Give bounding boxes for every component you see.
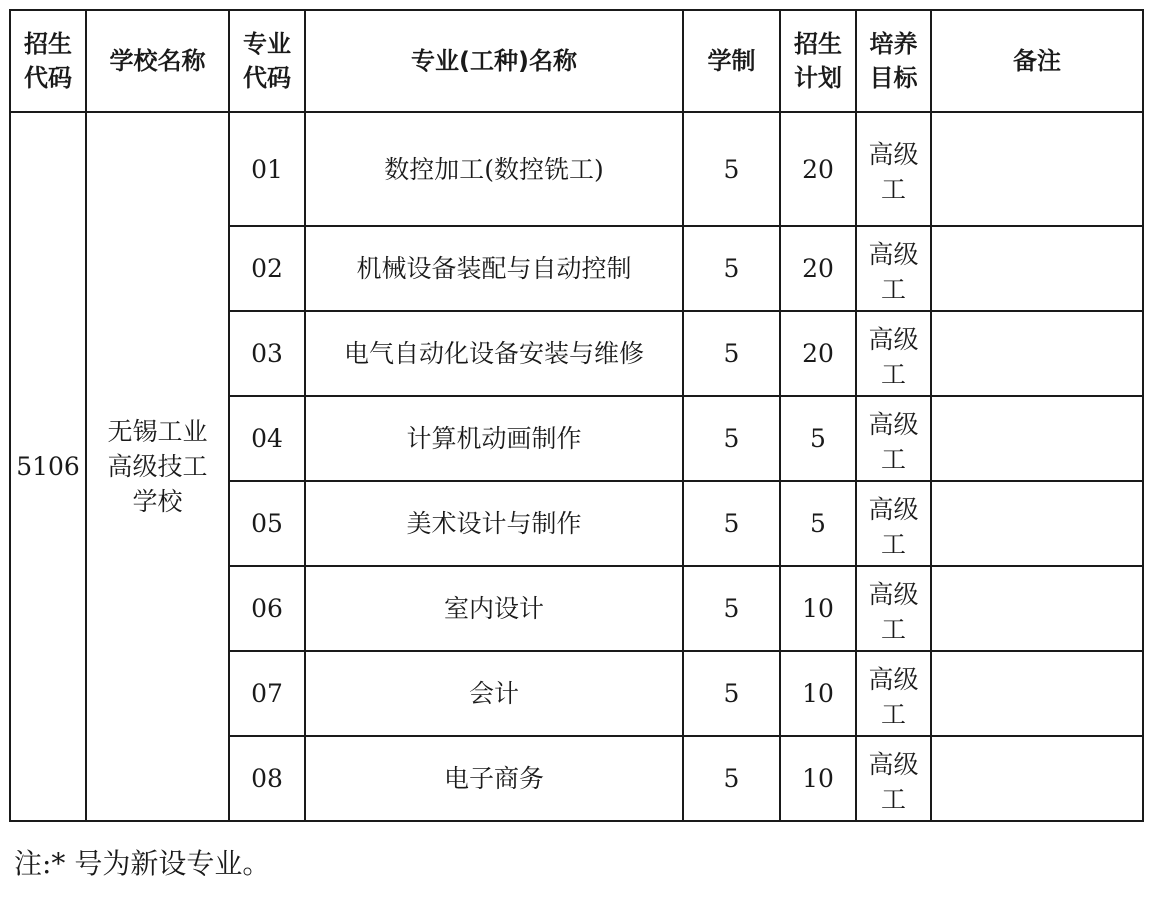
years-cell: 5 [683, 736, 780, 821]
target-cell: 高级 工 [856, 396, 931, 481]
years-cell: 5 [683, 112, 780, 226]
header-target: 培养 目标 [856, 10, 931, 112]
years-cell: 5 [683, 566, 780, 651]
major-code-cell: 01 [229, 112, 305, 226]
target-cell: 高级 工 [856, 736, 931, 821]
quota-cell: 20 [780, 112, 856, 226]
major-code-cell: 02 [229, 226, 305, 311]
notes-cell [931, 112, 1143, 226]
major-name-cell: 机械设备装配与自动控制 [305, 226, 683, 311]
major-name-cell: 数控加工(数控铣工) [305, 112, 683, 226]
target-cell: 高级 工 [856, 311, 931, 396]
years-cell: 5 [683, 226, 780, 311]
notes-cell [931, 226, 1143, 311]
quota-cell: 5 [780, 481, 856, 566]
quota-cell: 20 [780, 311, 856, 396]
years-cell: 5 [683, 651, 780, 736]
school-code-cell: 5106 [10, 112, 86, 821]
major-code-cell: 03 [229, 311, 305, 396]
major-name-cell: 会计 [305, 651, 683, 736]
notes-cell [931, 311, 1143, 396]
notes-cell [931, 566, 1143, 651]
major-code-cell: 05 [229, 481, 305, 566]
major-name-cell: 计算机动画制作 [305, 396, 683, 481]
header-notes: 备注 [931, 10, 1143, 112]
table-body [10, 112, 1143, 821]
target-cell: 高级 工 [856, 566, 931, 651]
quota-cell: 10 [780, 736, 856, 821]
target-cell: 高级 工 [856, 226, 931, 311]
header-code: 招生 代码 [10, 10, 86, 112]
header-major-code: 专业 代码 [229, 10, 305, 112]
target-cell: 高级 工 [856, 651, 931, 736]
target-cell: 高级 工 [856, 112, 931, 226]
major-code-cell: 04 [229, 396, 305, 481]
years-cell: 5 [683, 481, 780, 566]
major-name-cell: 电气自动化设备安装与维修 [305, 311, 683, 396]
major-code-cell: 08 [229, 736, 305, 821]
notes-cell [931, 396, 1143, 481]
major-name-cell: 室内设计 [305, 566, 683, 651]
notes-cell [931, 736, 1143, 821]
major-name-cell: 电子商务 [305, 736, 683, 821]
header-major-name: 专业(工种)名称 [305, 10, 683, 112]
quota-cell: 5 [780, 396, 856, 481]
footnote: 注:* 号为新设专业。 [14, 847, 271, 880]
header-quota: 招生 计划 [780, 10, 856, 112]
quota-cell: 20 [780, 226, 856, 311]
quota-cell: 10 [780, 566, 856, 651]
school-name-cell: 无锡工业 高级技工 学校 [86, 112, 229, 821]
major-code-cell: 07 [229, 651, 305, 736]
notes-cell [931, 481, 1143, 566]
table-row [10, 112, 1143, 226]
major-code-cell: 06 [229, 566, 305, 651]
quota-cell: 10 [780, 651, 856, 736]
admissions-table [9, 9, 1144, 822]
major-name-cell: 美术设计与制作 [305, 481, 683, 566]
years-cell: 5 [683, 396, 780, 481]
header-school: 学校名称 [86, 10, 229, 112]
header-row [10, 10, 1143, 112]
notes-cell [931, 651, 1143, 736]
years-cell: 5 [683, 311, 780, 396]
target-cell: 高级 工 [856, 481, 931, 566]
header-years: 学制 [683, 10, 780, 112]
